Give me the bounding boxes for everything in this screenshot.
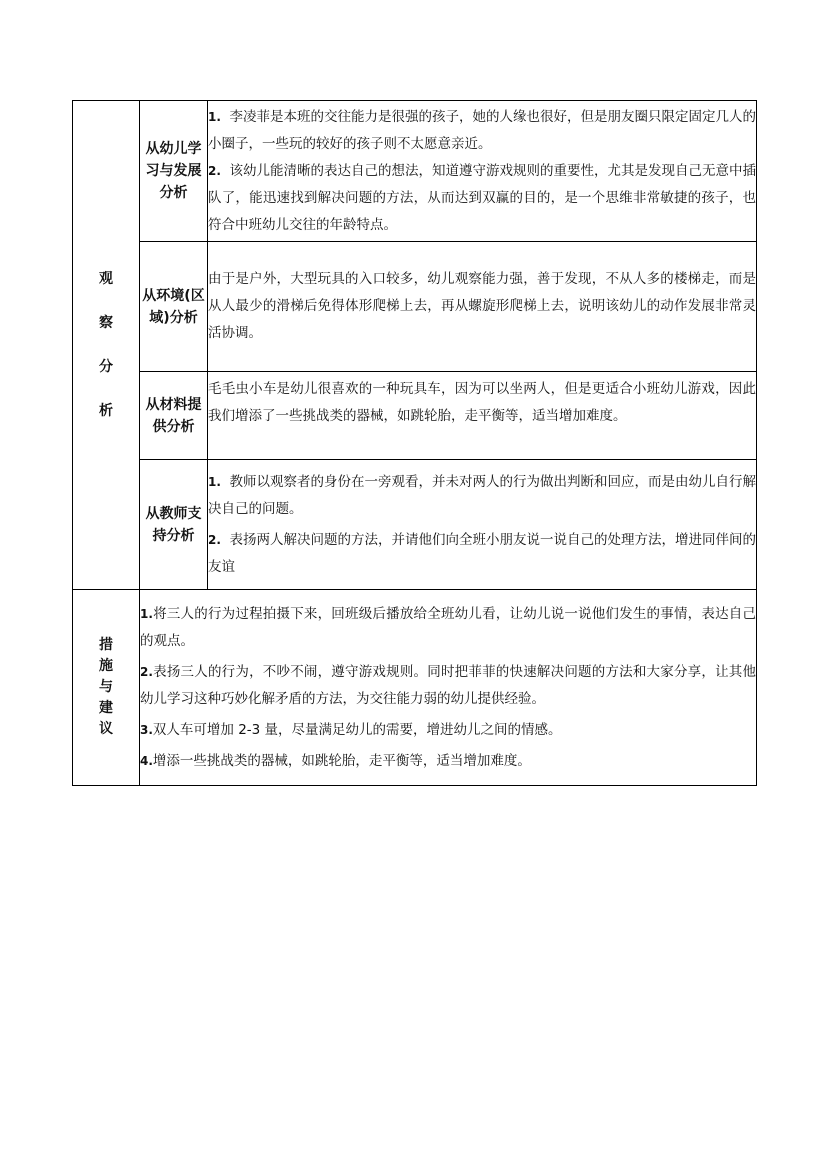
item-number: 4. bbox=[140, 753, 153, 768]
child-development-label: 从幼儿学习与发展分析 bbox=[140, 101, 208, 242]
child-development-content bbox=[208, 101, 757, 242]
table-row bbox=[73, 460, 757, 590]
observation-record-table bbox=[72, 100, 757, 786]
teacher-support-label: 从教师支持分析 bbox=[140, 460, 208, 590]
item-text: 该幼儿能清晰的表达自己的想法，知道遵守游戏规则的重要性，尤其是发现自己无意中插队了，能迅速找到解决问题的方法，从而达到双赢的目的，是一个思维非常敏捷的孩子，也符合中班幼儿交往的年龄特点。 bbox=[208, 162, 757, 233]
header-char: 观 bbox=[99, 271, 113, 287]
header-char: 建 bbox=[99, 700, 113, 716]
list-item bbox=[140, 601, 756, 655]
header-char: 析 bbox=[99, 403, 113, 419]
materials-content: 毛毛虫小车是幼儿很喜欢的一种玩具车，因为可以坐两人，但是更适合小班幼儿游戏，因此我们增添了一些挑战类的器械，如跳轮胎，走平衡等，适当增加难度。 bbox=[208, 372, 757, 460]
item-text: 教师以观察者的身份在一旁观看，并未对两人的行为做出判断和回应，而是由幼儿自行解决自己的问题。 bbox=[208, 473, 757, 517]
list-item bbox=[140, 717, 756, 744]
item-number: 2. bbox=[140, 664, 153, 679]
list-item bbox=[208, 104, 756, 158]
item-text: 增添一些挑战类的器械，如跳轮胎，走平衡等，适当增加难度。 bbox=[152, 752, 531, 769]
item-number: 2. bbox=[208, 532, 221, 547]
list-item bbox=[208, 158, 756, 239]
item-text: 双人车可增加 2-3 量，尽量满足幼儿的需要，增进幼儿之间的情感。 bbox=[152, 721, 562, 738]
list-item bbox=[140, 659, 756, 713]
materials-label: 从材料提供分析 bbox=[140, 372, 208, 460]
item-text: 李凌菲是本班的交往能力是很强的孩子，她的人缘也很好，但是朋友圈只限定固定几人的小圈子，一些玩的较好的孩子则不太愿意亲近。 bbox=[208, 108, 757, 152]
measures-header bbox=[73, 590, 140, 786]
table-row bbox=[73, 242, 757, 372]
list-item bbox=[140, 748, 756, 775]
table-row bbox=[73, 372, 757, 460]
item-text: 表扬两人解决问题的方法，并请他们向全班小朋友说一说自己的处理方法，增进同伴间的友谊 bbox=[208, 531, 757, 575]
header-char: 施 bbox=[99, 658, 113, 674]
table-row bbox=[73, 590, 757, 786]
measures-content bbox=[140, 590, 757, 786]
header-char: 议 bbox=[99, 721, 113, 737]
table-row bbox=[73, 101, 757, 242]
header-char: 与 bbox=[99, 679, 113, 695]
list-item bbox=[208, 469, 756, 523]
item-number: 1. bbox=[208, 474, 221, 489]
item-number: 3. bbox=[140, 722, 153, 737]
header-char: 措 bbox=[99, 637, 113, 653]
header-char: 察 bbox=[99, 315, 113, 331]
item-text: 将三人的行为过程拍摄下来，回班级后播放给全班幼儿看，让幼儿说一说他们发生的事情，表达自己的观点。 bbox=[140, 605, 756, 649]
environment-content: 由于是户外，大型玩具的入口较多，幼儿观察能力强，善于发现，不从人多的楼梯走，而是从人最少的滑梯后免得体形爬梯上去，再从螺旋形爬梯上去，说明该幼儿的动作发展非常灵活协调。 bbox=[208, 242, 757, 372]
item-number: 1. bbox=[140, 606, 153, 621]
header-char: 分 bbox=[99, 359, 113, 375]
item-text: 表扬三人的行为，不吵不闹，遵守游戏规则。同时把菲菲的快速解决问题的方法和大家分享，让其他幼儿学习这种巧妙化解矛盾的方法，为交往能力弱的幼儿提供经验。 bbox=[140, 663, 756, 707]
environment-label: 从环境(区域)分析 bbox=[140, 242, 208, 372]
item-number: 1. bbox=[208, 109, 221, 124]
item-number: 2. bbox=[208, 163, 221, 178]
list-item bbox=[208, 527, 756, 581]
observation-analysis-header bbox=[73, 101, 140, 590]
teacher-support-content bbox=[208, 460, 757, 590]
